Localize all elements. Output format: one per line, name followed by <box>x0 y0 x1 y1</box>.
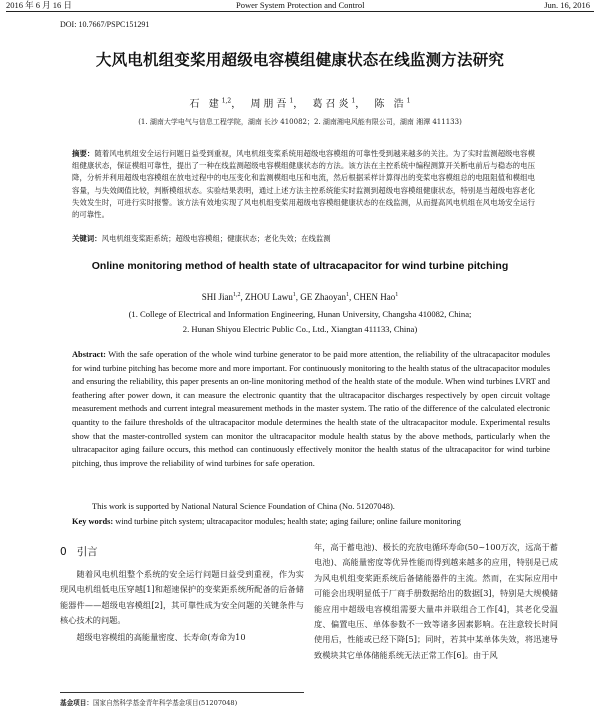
fund-text: 国家自然科学基金青年科学基金项目(51207048) <box>92 699 238 707</box>
abstract-cn-text: 随着风电机组安全运行问题日益受到重视，风电机组变桨系统用超级电容模组的可靠性受到越来越多的关注。为了实时监测超级电容模组健康状态，保证模组可靠性，提出了一种在线监测超级电容模组健康状态的方法。该方法在主控系统中编程测算开关断电前后与稳态的电压降，分析并利用超级电容模组在放电过程中的电压变化和监测模组电压和电流，然后根据采样计算得出的变桨电容模组总的电阻阻值和模组电容量，与失效阈值比较，判断模组状态。实验结果表明，通过上述方法主控系统能实时监测到超级电容模组健康状态，特别是当超级电容老化失效发生时，可进行实时报警。该方法有效地实现了风电机组变桨用超级电容模组健康状态的在线监测，从而提高风电机组在风电场安全运行的可靠性。 <box>72 149 535 220</box>
keywords-en-label: Key words: <box>72 517 114 526</box>
keywords-cn-label: 关键词： <box>72 234 102 243</box>
affiliation-en-line1: (1. College of Electrical and Information Engineering, Hunan University, Changsha 410082, China; <box>128 309 472 319</box>
keywords-cn-text: 风电机组变桨距系统；超级电容模组；健康状态；老化失效；在线监测 <box>101 234 331 243</box>
abstract-en-label: Abstract: <box>72 350 106 359</box>
author-cn-2-sup: 1 <box>289 97 294 105</box>
header-date-en: Jun. 16, 2016 <box>544 0 590 10</box>
header-date: 2016 年 6 月 16 日 <box>6 0 72 10</box>
body-left <box>60 567 304 645</box>
body-right <box>314 540 558 663</box>
column-left <box>60 540 304 646</box>
running-header <box>6 0 594 12</box>
author-cn-3-sup: 1 <box>351 97 356 105</box>
paragraph: 随着风电机组整个系统的安全运行问题日益受到重视，作为实现风电机组低电压穿越[1]和超速保护的变桨距系统所配备的后备储能器件——超级电容模组[2]，其可靠性成为安全问题的关键条件与核心技术的问题。 <box>60 569 304 626</box>
section-heading-intro <box>60 544 304 559</box>
abstract-en-text: With the safe operation of the whole wind turbine generator to be paid more attention, the reliability of the ultracapacitor modules for wind turbine pitching has become more and more important. For continuously monitoring to the health status of the ultracapacitor modules and ensuring the reliability, this paper presents an on-line monitoring method of the health state of the module. When wind turbines LVRT and feathering after power down, it can measure the electronic quantity that the ultracapacitor discharges respectively by open circuit voltage measurement methods and current integral measurement methods in the master system. The ratio of the difference of the calculated electronic quantity to the failure thresholds of the ultracapacitor module determines the health state of the ultracapacitor module. Experimental results show that the master-controlled system can monitor the ultracapacitor module health status by the above methods, particularly when the ultracapacitor aging failure occurs, this method can continuously effectively monitor the health status of the ultracapacitor for wind turbine pitching, thus improve the reliability of wind turbines for safe operation. <box>72 350 551 468</box>
author-en-sup-3: 1 <box>345 292 349 298</box>
fund-footnote <box>60 692 304 707</box>
section-title: 引言 <box>76 546 98 558</box>
abstract-cn <box>72 148 535 221</box>
author-en-text-1: SHI Jian <box>201 292 233 302</box>
authors-cn: 石 建$^{1,2}$， 周朋吾$^1$， 葛召炎$^1$， 陈 浩$^1$ <box>189 97 411 110</box>
title-en: Online monitoring method of health state of ultracapacitor for wind turbine pitching <box>91 260 509 272</box>
author-cn-4-sup: 1 <box>406 97 411 105</box>
author-cn-1-sup: 1,2 <box>221 97 232 105</box>
abstract-en <box>72 348 550 470</box>
author-en-text-4: , CHEN Hao <box>348 292 396 302</box>
keywords-cn <box>72 233 535 245</box>
support-note-en: This work is supported by National Natural Science Foundation of China (No. 51207048). <box>92 502 395 511</box>
paragraph: 年，高于蓄电池)、极长的充放电循环寿命(50~100万次，远高于蓄电池)、高能量密度等优异性能而得到越来越多的应用，特别是已成为风电机组变桨距系统后备储能器件的主流。然而，在实际应用中可能会出现明显低于厂商手册数据给出的数据[3]，特别是大规模储能应用中超级电容模组需要大量串并联组合工作[4]，其老化受温度、偏置电压、单体参数不一致等诸多因素影响。在注意较长时间使用后，性能或已经下降[5]；同时，若其中某单体失效，将迅速导致模块其它单体储能系统无法正常工作[6]。由于风 <box>314 542 558 660</box>
keywords-en <box>72 517 550 526</box>
author-cn-2: 周朋吾 <box>250 99 290 110</box>
author-en-text-2: , ZHOU Lawu <box>240 292 293 302</box>
section-number: 0 <box>60 546 67 558</box>
title-cn: 大风电机组变桨用超级电容模组健康状态在线监测方法研究 <box>95 51 505 69</box>
author-en-sup-2: 1 <box>292 292 296 298</box>
paragraph: 超级电容模组的高能量密度、长寿命(寿命为10 <box>76 631 246 642</box>
author-cn-3: 葛召炎 <box>312 99 352 110</box>
author-en-sup-4: 1 <box>395 292 399 298</box>
keywords-en-text: wind turbine pitch system; ultracapacitor modules; health state; aging failure; online failure monitoring <box>115 517 461 526</box>
column-right <box>314 540 558 664</box>
author-cn-4: 陈 浩 <box>374 99 407 110</box>
abstract-cn-label: 摘要： <box>72 149 95 158</box>
fund-label: 基金项目： <box>60 699 93 707</box>
affiliation-cn: (1. 湖南大学电气与信息工程学院，湖南 长沙 410082；2. 湖南湘电风能有限公司，湖南 湘潭 411133) <box>138 118 462 126</box>
author-cn-1: 石 建 <box>189 99 222 110</box>
doi[interactable]: DOI: 10.7667/PSPC151291 <box>60 20 150 29</box>
author-en-text-3: , GE Zhaoyan <box>295 292 346 302</box>
author-en-sup-1: 1,2 <box>233 292 241 298</box>
authors-en <box>0 292 600 302</box>
affiliation-en-line2: 2. Hunan Shiyou Electric Public Co., Ltd., Xiangtan 411133, China) <box>182 324 418 334</box>
header-journal: Power System Protection and Control <box>236 0 365 10</box>
